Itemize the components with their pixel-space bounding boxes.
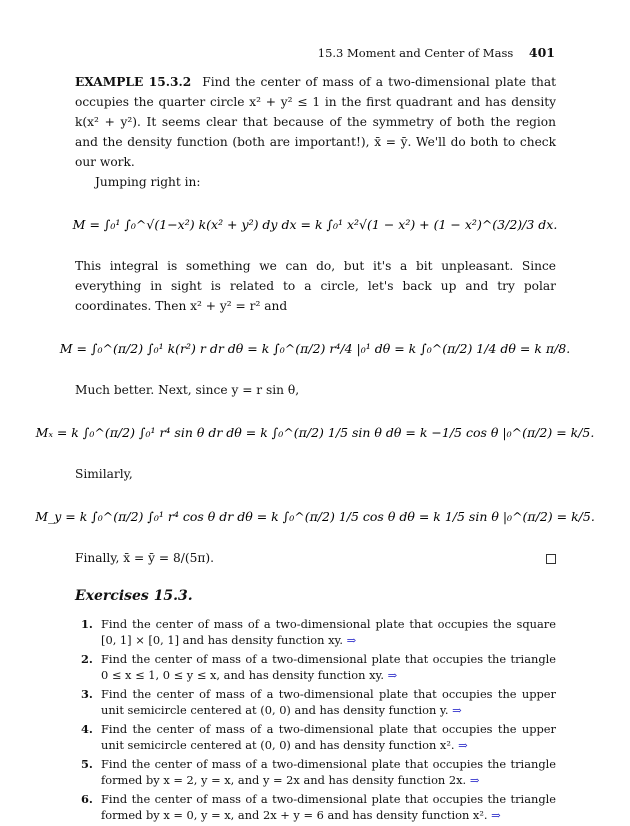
section-title: 15.3 Moment and Center of Mass xyxy=(317,46,514,60)
jump-text: Jumping right in: xyxy=(95,175,201,189)
equation-4-text: M_y = k ∫₀^(π/2) ∫₀¹ r⁴ cos θ dr dθ = k ∫₀^(π/2) 1/5 cos θ dθ = k 1/5 sin θ |₀^(π/2) = k/5. xyxy=(35,509,595,524)
exercise-item xyxy=(75,791,556,823)
equation-3 xyxy=(35,412,595,452)
exercise-number: 2. xyxy=(81,652,93,666)
exercise-text: Find the center of mass of a two-dimensional plate that occupies the square [0, 1] × [0, 1] and has density function xy. xyxy=(101,617,556,647)
exercise-text: Find the center of mass of a two-dimensional plate that occupies the triangle formed by x = 0, y = x, and 2x + y = 6 and has density function x². xyxy=(101,792,556,822)
answer-arrow-link[interactable]: ⇒ xyxy=(346,633,357,647)
exercise-item xyxy=(75,721,556,753)
answer-arrow-link[interactable]: ⇒ xyxy=(387,668,398,682)
equation-1-text: M = ∫₀¹ ∫₀^√(1−x²) k(x² + y²) dy dx = k ∫₀¹ x²√(1 − x²) + (1 − x²)^(3/2)/3 dx. xyxy=(72,217,558,232)
exercise-number: 1. xyxy=(81,617,93,631)
qed-square-icon xyxy=(546,554,556,564)
example-intro xyxy=(75,72,556,172)
exercise-item xyxy=(75,616,556,648)
answer-arrow-link[interactable]: ⇒ xyxy=(452,703,462,717)
equation-4-graphic xyxy=(35,496,595,536)
exercises-heading: Exercises 15.3. xyxy=(75,588,193,604)
exercise-number: 6. xyxy=(81,792,93,806)
equation-2 xyxy=(59,328,571,368)
answer-arrow-link[interactable]: ⇒ xyxy=(469,773,480,787)
unpleasant-text: This integral is something we can do, but it's a bit unpleasant. Since everything in sight is related to a circle, let's back up and try polar coordinates. Then x² + y² = r² and xyxy=(75,259,556,313)
exercise-text: Find the center of mass of a two-dimensional plate that occupies the triangle formed by x = 2, y = x, and y = 2x and has density function 2x. xyxy=(101,757,556,787)
equation-2-text: M = ∫₀^(π/2) ∫₀¹ k(r²) r dr dθ = k ∫₀^(π/2) r⁴/4 |₀¹ dθ = k ∫₀^(π/2) 1/4 dθ = k π/8. xyxy=(59,341,571,356)
exercise-item xyxy=(75,756,556,788)
equation-3-text: Mₓ = k ∫₀^(π/2) ∫₀¹ r⁴ sin θ dr dθ = k ∫₀^(π/2) 1/5 sin θ dθ = k −1/5 cos θ |₀^(π/2) = k/5. xyxy=(35,425,595,440)
better-text: Much better. Next, since y = r sin θ, xyxy=(75,383,300,397)
finally-row xyxy=(75,548,556,568)
exercise-item xyxy=(75,686,556,718)
answer-arrow-link[interactable]: ⇒ xyxy=(491,808,501,822)
exercise-number: 5. xyxy=(81,757,93,771)
similarly-text: Similarly, xyxy=(75,467,133,481)
equation-2-graphic xyxy=(59,328,571,368)
equation-1 xyxy=(72,204,558,244)
equation-3-graphic xyxy=(35,412,595,452)
exercise-item xyxy=(75,651,556,683)
page-body xyxy=(35,72,595,826)
example-intro-text: Find the center of mass of a two-dimensional plate that occupies the quarter circle x² + y² ≤ 1 in the first quadrant and has density k(x² + y²). It seems clear that because of the symmetry of both the region and the density function (both are important!), x̄ = ȳ. We'll do both to check our work. xyxy=(75,75,556,169)
exercise-text: Find the center of mass of a two-dimensional plate that occupies the triangle 0 ≤ x ≤ 1, 0 ≤ y ≤ x, and has density function xy. xyxy=(101,652,556,682)
exercise-text: Find the center of mass of a two-dimensional plate that occupies the upper unit semicircle centered at (0, 0) and has density function x². xyxy=(101,722,556,752)
example-label: EXAMPLE 15.3.2 xyxy=(75,75,192,89)
exercise-number: 4. xyxy=(81,722,93,736)
finally-text: Finally, x̄ = ȳ = 8/(5π). xyxy=(75,551,214,565)
page-number: 401 xyxy=(528,45,555,60)
answer-arrow-link[interactable]: ⇒ xyxy=(458,738,468,752)
exercise-number: 3. xyxy=(81,687,93,701)
exercise-text: Find the center of mass of a two-dimensional plate that occupies the upper unit semicircle centered at (0, 0) and has density function y. xyxy=(101,687,556,717)
running-header xyxy=(318,45,555,60)
equation-4 xyxy=(35,496,595,536)
equation-1-graphic xyxy=(72,204,558,244)
exercise-list xyxy=(75,616,556,823)
